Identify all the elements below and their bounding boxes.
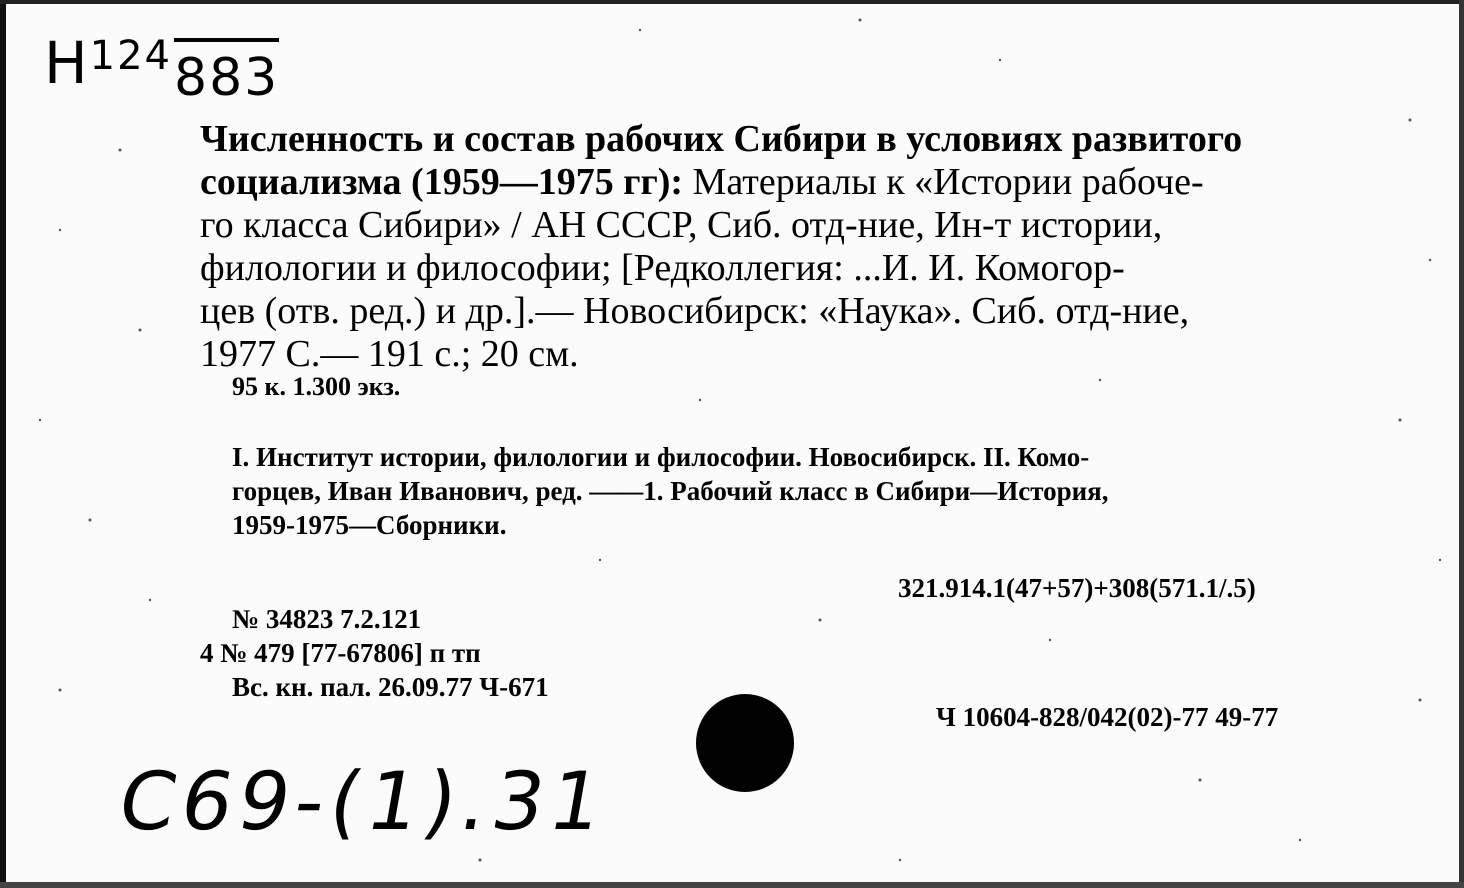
title-bold-part: Численность и состав рабочих Сибири в условиях развитого [200, 118, 1243, 160]
description-line-5 [200, 290, 1365, 333]
description-line-3 [200, 204, 1365, 247]
tracing-line: горцев, Иван Иванович, ред. ——1. Рабочий класс в Сибири—История, [232, 476, 1109, 506]
description-text: 1977 С.— 191 с.; 20 см. [200, 333, 579, 375]
tech-info-line: № 34823 7.2.121 [232, 604, 422, 634]
description-text: го класса Сибири» / АН СССР, Сиб. отд-ние, Ин-т истории, [200, 204, 1163, 246]
description-text: филологии и философии; [Редколлегия: ...И. И. Комогор- [200, 247, 1125, 289]
description-text: цев (отв. ред.) и др.].— Новосибирск: «Наука». Сиб. отд-ние, [200, 290, 1190, 332]
bbk-index: Ч 10604-828/042(02)-77 49-77 [936, 702, 1279, 732]
description-line-2 [200, 161, 1365, 204]
handwritten-call-number: С69-(1).31 [111, 755, 616, 848]
tracing-line: 1959-1975—Сборники. [232, 510, 507, 540]
title-rest-part: Материалы к «Истории рабоче- [683, 161, 1204, 203]
udc-classification: 321.914.1(47+57)+308(571.1/.5) [898, 573, 1256, 603]
description-line-6 [200, 333, 1365, 376]
title-bold-part: социализма (1959—1975 гг): [200, 161, 684, 203]
bibliographic-description [200, 118, 1365, 376]
shelf-mark-overline-number: 883 [174, 38, 279, 108]
tracing-line: I. Институт истории, филологии и философии. Новосибирск. II. Комо- [232, 442, 1090, 472]
description-line-4 [200, 247, 1365, 290]
handwritten-shelf-mark [44, 26, 280, 108]
tracing-block [232, 440, 1367, 542]
punch-hole-icon [696, 694, 794, 792]
price-and-print-run: 95 к. 1.300 экз. [232, 372, 401, 401]
technical-info [200, 602, 549, 704]
shelf-mark-number: 124 [89, 33, 172, 79]
tech-info-line: Вс. кн. пал. 26.09.77 Ч-671 [232, 672, 549, 702]
description-line-1 [200, 118, 1365, 161]
shelf-mark-letter: Н [44, 29, 90, 97]
tech-info-line: 4 № 479 [77-67806] п тп [200, 638, 481, 668]
